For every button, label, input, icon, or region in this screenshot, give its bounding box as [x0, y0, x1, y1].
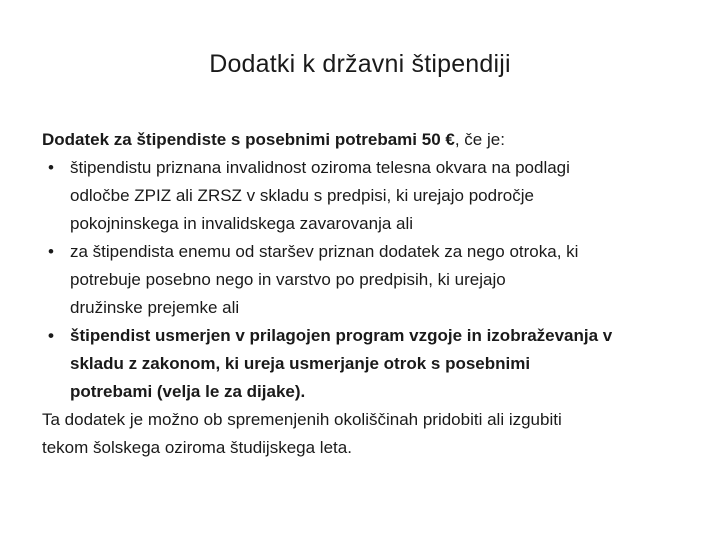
- closing-line: Ta dodatek je možno ob spremenjenih okoliščinah pridobiti ali izgubiti: [42, 410, 562, 429]
- bullet-line: štipendistu priznana invalidnost oziroma telesna okvara na podlagi: [70, 158, 570, 177]
- bullet-line: potrebuje posebno nego in varstvo po predpisih, ki urejajo: [70, 270, 506, 289]
- slide-title: Dodatki k državni štipendiji: [209, 50, 511, 78]
- bullet-line: za štipendista enemu od staršev priznan dodatek za nego otroka, ki: [70, 242, 579, 261]
- bullet-item-1: [42, 154, 692, 238]
- bullet-text: [70, 238, 692, 322]
- closing-line: tekom šolskega oziroma študijskega leta.: [42, 438, 352, 457]
- bullet-item-3: [42, 322, 692, 406]
- slide-body: [42, 126, 692, 462]
- bullet-line: potrebami (velja le za dijake).: [70, 382, 306, 401]
- body-heading: [42, 126, 692, 154]
- bullet-icon: •: [48, 326, 54, 345]
- bullet-line: štipendist usmerjen v prilagojen program vzgoje in izobraževanja v: [70, 326, 613, 345]
- bullet-item-2: [42, 238, 692, 322]
- bullet-text: [70, 322, 692, 406]
- bullet-icon: •: [48, 158, 54, 177]
- bullet-line: družinske prejemke ali: [70, 298, 240, 317]
- bullet-line: pokojninskega in invalidskega zavarovanja ali: [70, 214, 414, 233]
- heading-bold-text: Dodatek za štipendiste s posebnimi potrebami 50 €: [42, 130, 455, 149]
- bullet-line: skladu z zakonom, ki ureja usmerjanje otrok s posebnimi: [70, 354, 531, 373]
- heading-rest-text: , če je:: [454, 130, 505, 149]
- bullet-text: [70, 154, 692, 238]
- bullet-icon: •: [48, 242, 54, 261]
- bullet-line: odločbe ZPIZ ali ZRSZ v skladu s predpisi, ki urejajo področje: [70, 186, 534, 205]
